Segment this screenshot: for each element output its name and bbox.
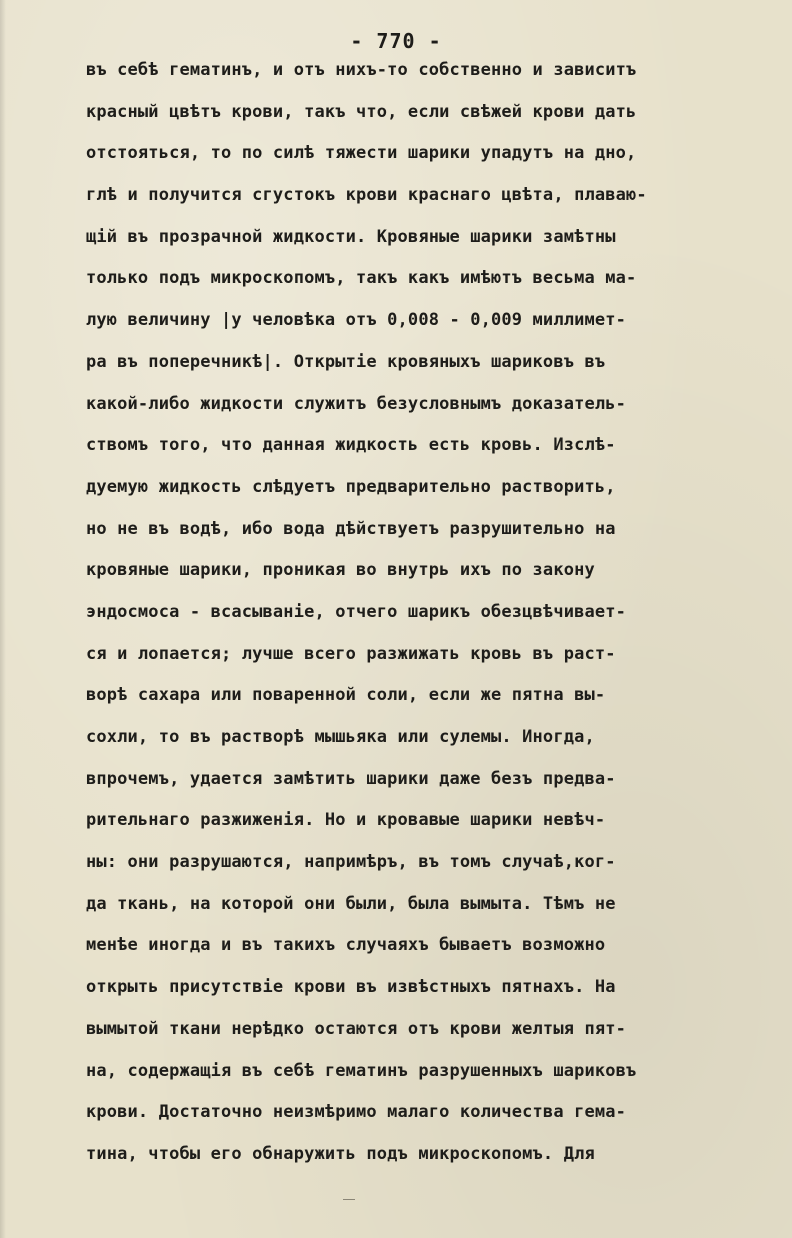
page-edge-shadow [0, 0, 6, 1238]
text-line: открыть присутствіе крови въ извѣстныхъ пятнахъ. На [86, 977, 616, 998]
text-line: кровяные шарики, проникая во внутрь ихъ по закону [86, 560, 595, 581]
text-line: только подъ микроскопомъ, такъ какъ имѣютъ весьма ма- [86, 268, 637, 289]
text-line: красный цвѣтъ крови, такъ что, если свѣжей крови дать [86, 101, 637, 122]
text-line: какой-либо жидкости служитъ безусловнымъ доказатель- [86, 393, 627, 414]
bottom-mark [343, 1199, 355, 1200]
text-line: ствомъ того, что данная жидкость есть кровь. Изслѣ- [86, 435, 616, 456]
text-line: впрочемъ, удается замѣтить шарики даже безъ предва- [86, 768, 616, 789]
text-line: отстояться, то по силѣ тяжести шарики упадутъ на дно, [86, 143, 637, 164]
text-line: дуемую жидкость слѣдуетъ предварительно растворить, [86, 476, 616, 497]
page-number: - 770 - [350, 29, 442, 53]
text-line: ра въ поперечникѣ|. Открытіе кровяныхъ шариковъ въ [86, 351, 606, 372]
text-line: вымытой ткани нерѣдко остаются отъ крови желтыя пят- [86, 1018, 627, 1039]
text-line: лую величину |у человѣка отъ 0,008 - 0,009 миллимет- [86, 310, 627, 331]
text-line: щій въ прозрачной жидкости. Кровяные шарики замѣтны [86, 226, 616, 247]
text-line: на, содержащія въ себѣ гематинъ разрушенныхъ шариковъ [86, 1060, 637, 1081]
text-line: ся и лопается; лучше всего разжижать кровь въ раст- [86, 643, 616, 664]
text-line: глѣ и получится сгустокъ крови краснаго цвѣта, плаваю- [86, 185, 647, 206]
text-line: ворѣ сахара или поваренной соли, если же пятна вы- [86, 685, 606, 706]
text-line: но не въ водѣ, ибо вода дѣйствуетъ разрушительно на [86, 518, 616, 539]
text-line: сохли, то въ растворѣ мышьяка или сулемы. Иногда, [86, 727, 595, 747]
text-line: рительнаго разжиженія. Но и кровавые шарики невѣч- [86, 810, 606, 831]
text-line: тина, чтобы его обнаружить подъ микроскопомъ. Для [86, 1143, 595, 1164]
body-text [86, 50, 766, 1176]
text-line: въ себѣ гематинъ, и отъ нихъ-то собственно и зависитъ [86, 60, 637, 80]
text-line: крови. Достаточно неизмѣримо малаго количества гема- [86, 1102, 627, 1123]
text-line: эндосмоса - всасываніе, отчего шарикъ обезцвѣчивает- [86, 601, 627, 622]
text-line: да ткань, на которой они были, была вымыта. Тѣмъ не [86, 893, 616, 914]
text-line: ны: они разрушаются, напримѣръ, въ томъ случаѣ,ког- [86, 852, 616, 873]
text-line: менѣе иногда и въ такихъ случаяхъ бываетъ возможно [86, 935, 606, 956]
